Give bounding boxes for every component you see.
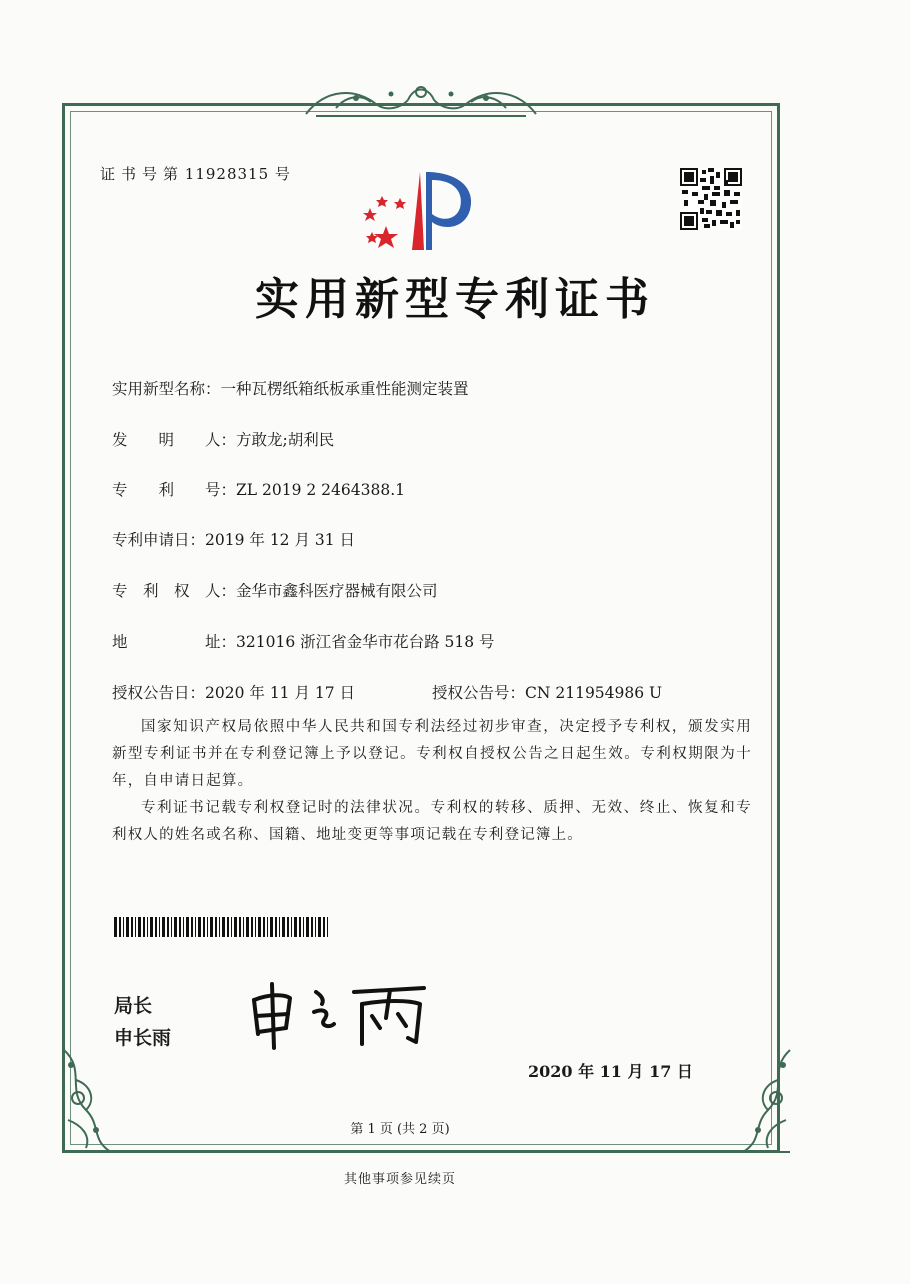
field-address [112,630,495,652]
field-inventor-value: 方敢龙;胡利民 [236,431,335,449]
barcode-icon [114,917,332,937]
certificate-number-label: 证书号 [100,165,164,183]
field-address-value: 321016 浙江省金华市花台路 518 号 [236,633,495,651]
field-patent-no [112,478,405,500]
director-block [114,990,171,1054]
field-grant-no-label: 授权公告号： [432,684,526,702]
field-patent-no-label: 专 利 号： [112,481,237,499]
field-name-label: 实用新型名称： [112,380,221,398]
qr-code-icon [680,168,742,230]
page-indicator: 第 1 页 (共 2 页) [350,1122,450,1137]
certificate-number-value: 第 11928315 号 [163,165,291,183]
field-patentee-value: 金华市鑫科医疗器械有限公司 [236,582,438,600]
field-filing-date [112,528,355,550]
field-address-label: 地 址： [112,633,237,651]
field-patentee [112,579,438,601]
footer-note: 其他事项参见续页 [343,1172,456,1187]
director-signature [244,978,434,1050]
sign-date: 2020 年 11 月 17 日 [528,1062,693,1081]
field-name-value: 一种瓦楞纸箱纸板承重性能测定装置 [220,380,469,398]
field-inventor [112,428,334,450]
director-name: 申长雨 [114,1027,172,1049]
cnipa-emblem-icon [358,168,488,260]
top-ornament-icon [296,78,546,120]
field-name [112,377,469,399]
field-inventor-label: 发 明 人： [112,431,237,449]
field-grant-date-label: 授权公告日： [112,684,206,702]
paragraph-grant-statement: 国家知识产权局依照中华人民共和国专利法经过初步审查，决定授予专利权，颁发实用新型专利证书并在专利登记簿上予以登记。专利权自授权公告之日起生效。专利权期限为十年，自申请日起算。 [112,719,752,789]
certificate-title: 实用新型专利证书 [255,274,655,325]
field-filing-date-value: 2019 年 12 月 31 日 [205,531,356,549]
field-grant-date [112,681,355,703]
director-title: 局长 [114,995,153,1017]
certificate-number [100,163,291,184]
field-filing-date-label: 专利申请日： [112,531,206,549]
bottom-left-ornament-icon [56,1040,136,1158]
field-patentee-label: 专 利 权 人： [112,582,237,600]
field-grant-no [432,681,662,703]
paragraph-legal-status: 专利证书记载专利权登记时的法律状况。专利权的转移、质押、无效、终止、恢复和专利权人的姓名或名称、国籍、地址变更等事项记载在专利登记簿上。 [112,800,752,843]
field-grant-date-value: 2020 年 11 月 17 日 [205,684,356,702]
bottom-right-ornament-icon [718,1040,798,1158]
field-grant-no-value: CN 211954986 U [525,684,663,702]
field-patent-no-value: ZL 2019 2 2464388.1 [236,481,405,499]
